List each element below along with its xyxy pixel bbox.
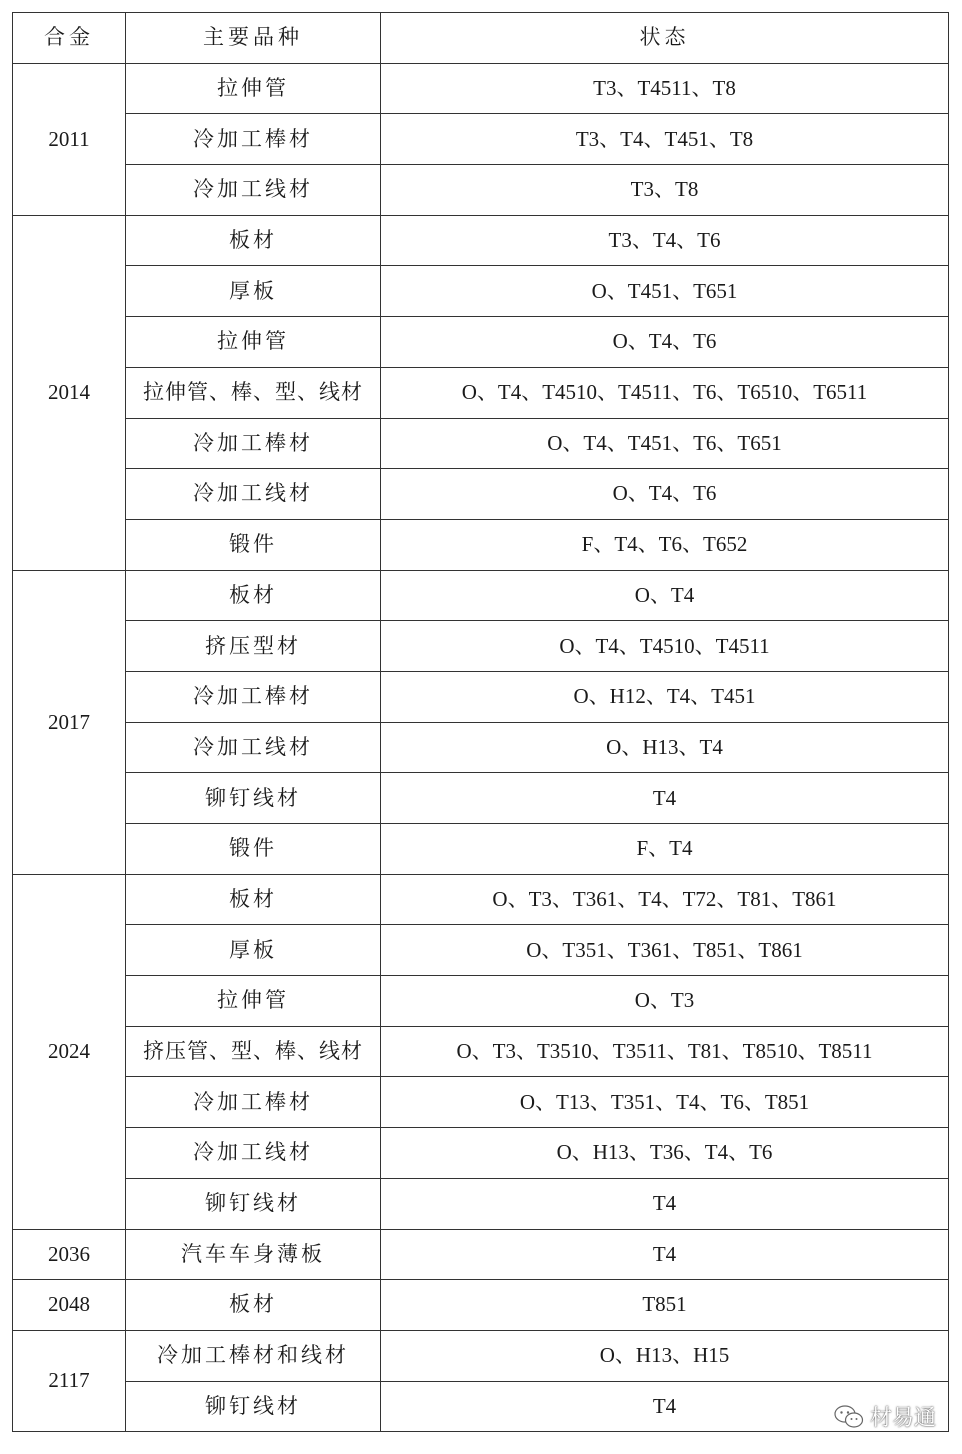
table-row (13, 519, 949, 570)
product-cell: 铆钉线材 (126, 1381, 381, 1432)
product-cell: 铆钉线材 (126, 773, 381, 824)
table-row (13, 1178, 949, 1229)
product-cell: 锻件 (126, 519, 381, 570)
table-row (13, 469, 949, 520)
table-row (13, 367, 949, 418)
product-cell: 冷加工线材 (126, 165, 381, 216)
product-cell: 板材 (126, 1280, 381, 1331)
state-cell: T4 (381, 773, 949, 824)
table-row (13, 1229, 949, 1280)
product-cell: 挤压管、型、棒、线材 (126, 1026, 381, 1077)
state-cell: F、T4、T6、T652 (381, 519, 949, 570)
table-row (13, 1128, 949, 1179)
product-cell: 铆钉线材 (126, 1178, 381, 1229)
product-cell: 冷加工棒材 (126, 671, 381, 722)
alloy-cell: 2036 (13, 1229, 126, 1280)
product-cell: 拉伸管 (126, 63, 381, 114)
alloy-cell: 2024 (13, 874, 126, 1229)
state-cell: O、T4、T451、T6、T651 (381, 418, 949, 469)
table-row (13, 1381, 949, 1432)
table-row (13, 1026, 949, 1077)
table-row (13, 1280, 949, 1331)
state-cell: O、T13、T351、T4、T6、T851 (381, 1077, 949, 1128)
table-row (13, 266, 949, 317)
state-cell: O、T4 (381, 570, 949, 621)
state-cell: O、T4、T6 (381, 469, 949, 520)
state-cell: O、T451、T651 (381, 266, 949, 317)
alloy-cell: 2011 (13, 63, 126, 215)
table-row (13, 1077, 949, 1128)
product-cell: 拉伸管 (126, 317, 381, 368)
product-cell: 冷加工线材 (126, 1128, 381, 1179)
table-row (13, 874, 949, 925)
watermark (834, 1401, 936, 1432)
state-cell: F、T4 (381, 824, 949, 875)
state-cell: O、T3 (381, 976, 949, 1027)
state-cell: O、T4、T4510、T4511 (381, 621, 949, 672)
table-row (13, 165, 949, 216)
table-row (13, 824, 949, 875)
header-alloy: 合金 (13, 13, 126, 64)
product-cell: 拉伸管、棒、型、线材 (126, 367, 381, 418)
table-row (13, 621, 949, 672)
header-product: 主要品种 (126, 13, 381, 64)
alloy-cell: 2117 (13, 1330, 126, 1431)
table-row (13, 722, 949, 773)
table-row (13, 114, 949, 165)
state-cell: T3、T4、T6 (381, 215, 949, 266)
header-state: 状态 (381, 13, 949, 64)
table-row (13, 215, 949, 266)
product-cell: 冷加工棒材 (126, 114, 381, 165)
product-cell: 厚板 (126, 925, 381, 976)
product-cell: 厚板 (126, 266, 381, 317)
table-row (13, 418, 949, 469)
state-cell: T3、T4511、T8 (381, 63, 949, 114)
product-cell: 拉伸管 (126, 976, 381, 1027)
product-cell: 汽车车身薄板 (126, 1229, 381, 1280)
product-cell: 冷加工棒材和线材 (126, 1330, 381, 1381)
state-cell: O、T3、T3510、T3511、T81、T8510、T8511 (381, 1026, 949, 1077)
wechat-icon (834, 1404, 864, 1430)
state-cell: T4 (381, 1178, 949, 1229)
state-cell: T4 (381, 1381, 949, 1432)
state-cell: O、T4、T6 (381, 317, 949, 368)
state-cell: O、T4、T4510、T4511、T6、T6510、T6511 (381, 367, 949, 418)
state-cell: T4 (381, 1229, 949, 1280)
table-row (13, 1330, 949, 1381)
state-cell: O、T3、T361、T4、T72、T81、T861 (381, 874, 949, 925)
table-body (13, 63, 949, 1432)
table-row (13, 63, 949, 114)
table-row (13, 317, 949, 368)
table-row (13, 925, 949, 976)
state-cell: O、H12、T4、T451 (381, 671, 949, 722)
watermark-text: 材易通 (869, 1406, 936, 1431)
product-cell: 板材 (126, 215, 381, 266)
state-cell: O、H13、T4 (381, 722, 949, 773)
table-row (13, 671, 949, 722)
table-row (13, 976, 949, 1027)
state-cell: O、H13、T36、T4、T6 (381, 1128, 949, 1179)
state-cell: O、T351、T361、T851、T861 (381, 925, 949, 976)
alloy-temper-table (12, 12, 949, 1432)
state-cell: O、H13、H15 (381, 1330, 949, 1381)
product-cell: 板材 (126, 874, 381, 925)
state-cell: T3、T8 (381, 165, 949, 216)
table-row (13, 570, 949, 621)
product-cell: 冷加工棒材 (126, 1077, 381, 1128)
product-cell: 锻件 (126, 824, 381, 875)
product-cell: 板材 (126, 570, 381, 621)
table-header-row (13, 13, 949, 64)
state-cell: T851 (381, 1280, 949, 1331)
state-cell: T3、T4、T451、T8 (381, 114, 949, 165)
product-cell: 冷加工线材 (126, 469, 381, 520)
product-cell: 冷加工线材 (126, 722, 381, 773)
table-row (13, 773, 949, 824)
alloy-cell: 2014 (13, 215, 126, 570)
product-cell: 冷加工棒材 (126, 418, 381, 469)
alloy-cell: 2048 (13, 1280, 126, 1331)
product-cell: 挤压型材 (126, 621, 381, 672)
alloy-cell: 2017 (13, 570, 126, 874)
